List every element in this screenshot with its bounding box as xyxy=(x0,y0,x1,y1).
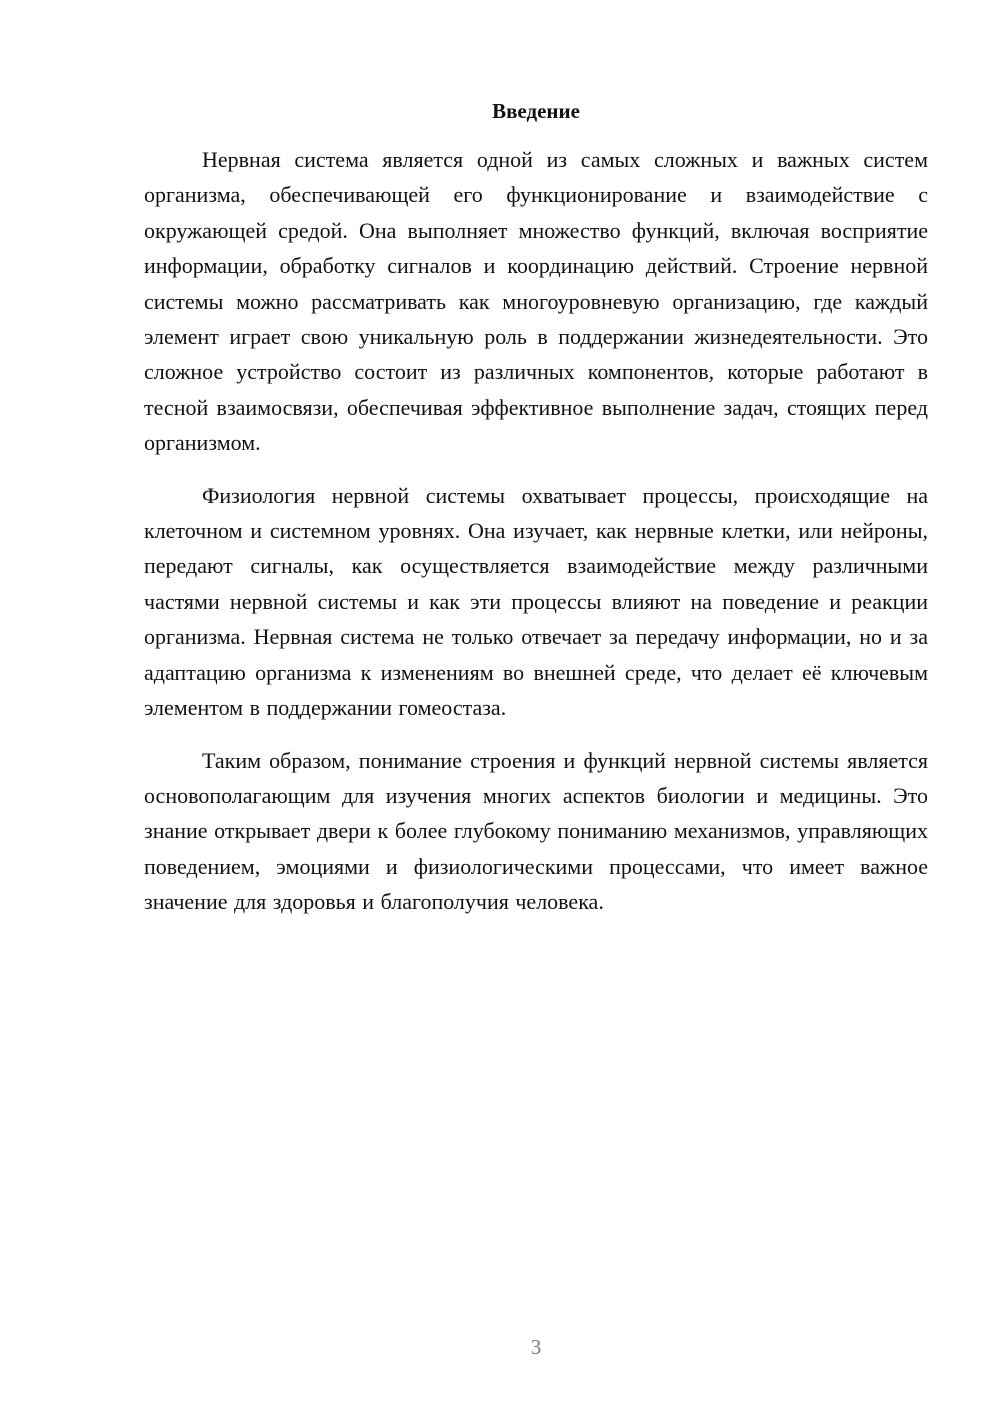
page-number: 3 xyxy=(530,1335,542,1359)
paragraph-intro: Нервная система является одной из самых сложных и важных систем организма, обеспечивающей его функционирование и взаимодействие с окружающей средой. Она выполняет множество функций, включая восприятие информации, обработку сигналов и координацию действий. Строение нервной системы можно рассматривать как многоуровневую организацию, где каждый элемент играет свою уникальную роль в поддержании жизнедеятельности. Это сложное устройство состоит из различных компонентов, которые работают в тесной взаимосвязи, обеспечивая эффективное выполнение задач, стоящих перед организмом. xyxy=(144,147,928,456)
page-title: Введение xyxy=(492,99,580,123)
paragraph-physiology: Физиология нервной системы охватывает процессы, происходящие на клеточном и системном уровнях. Она изучает, как нервные клетки, или нейроны, передают сигналы, как осуществляется взаимодействие между различными частями нервной системы и как эти процессы влияют на поведение и реакции организма. Нервная система не только отвечает за передачу информации, но и за адаптацию организма к изменениям во внешней среде, что делает её ключевым элементом в поддержании гомеостаза. xyxy=(144,482,928,721)
document-body xyxy=(144,142,928,937)
paragraph-conclusion: Таким образом, понимание строения и функций нервной системы является основополагающим для изучения многих аспектов биологии и медицины. Это знание открывает двери к более глубокому пониманию механизмов, управляющих поведением, эмоциями и физиологическими процессами, что имеет важное значение для здоровья и благополучия человека. xyxy=(144,747,928,915)
